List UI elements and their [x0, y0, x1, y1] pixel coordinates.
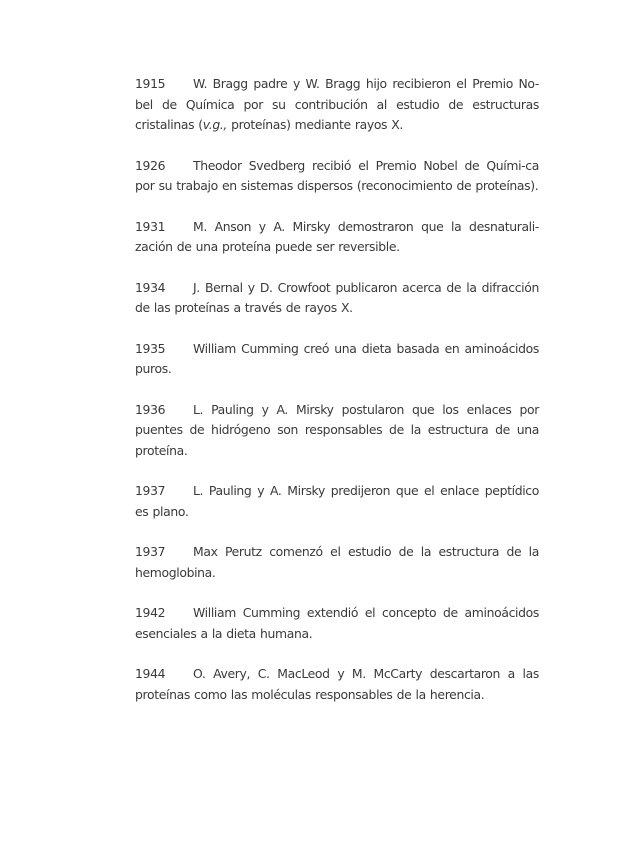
timeline-entry	[135, 603, 539, 644]
entry-text-italic: v.g.,	[202, 117, 228, 132]
entry-text: William Cumming extendió el concepto de aminoácidos esenciales a la dieta humana.	[135, 605, 539, 641]
entry-text-part: W. Bragg padre y W. Bragg hijo recibieron el Premio No-bel de Química por su contribución al estudio de estructuras cristalinas (	[135, 76, 539, 132]
entry-year: 1934	[135, 279, 166, 295]
timeline-entry	[135, 156, 539, 197]
entry-year: 1944	[135, 666, 166, 681]
entry-year: 1915	[135, 76, 166, 91]
entry-text: M. Anson y A. Mirsky demostraron que la desnaturali-zación de una proteína puede ser reversible.	[135, 218, 539, 254]
entry-text: Max Perutz comenzó el estudio de la estructura de la hemoglobina.	[135, 544, 539, 580]
entry-text-part: proteínas) mediante rayos X.	[227, 117, 403, 132]
entry-year: 1931	[135, 218, 166, 234]
timeline-entry	[135, 542, 539, 583]
entry-year: 1937	[135, 483, 166, 498]
timeline-entry	[135, 400, 539, 462]
entry-year: 1935	[135, 340, 166, 356]
timeline-entry	[135, 339, 539, 380]
entry-text: William Cumming creó una dieta basada en aminoácidos puros.	[135, 340, 539, 376]
timeline-entry	[135, 74, 539, 136]
entry-text: Theodor Svedberg recibió el Premio Nobel de Quími-ca por su trabajo en sistemas dispersos (reconocimiento de proteínas).	[135, 157, 539, 193]
timeline-entry	[135, 481, 539, 522]
entry-text	[135, 76, 539, 132]
timeline-entry	[135, 278, 539, 319]
entry-year: 1942	[135, 605, 166, 620]
entry-text: L. Pauling y A. Mirsky predijeron que el enlace peptídico es plano.	[135, 483, 539, 519]
entry-text: L. Pauling y A. Mirsky postularon que los enlaces por puentes de hidrógeno son responsables de la estructura de una proteína.	[135, 401, 539, 458]
entry-text: O. Avery, C. MacLeod y M. McCarty descartaron a las proteínas como las moléculas responsables de la herencia.	[135, 666, 539, 702]
entry-year: 1926	[135, 157, 166, 173]
timeline-entry	[135, 217, 539, 258]
timeline-list	[135, 74, 539, 725]
entry-text: J. Bernal y D. Crowfoot publicaron acerca de la difracción de las proteínas a través de rayos X.	[135, 279, 539, 315]
entry-year: 1937	[135, 544, 166, 559]
timeline-entry	[135, 664, 539, 705]
entry-year: 1936	[135, 401, 166, 417]
